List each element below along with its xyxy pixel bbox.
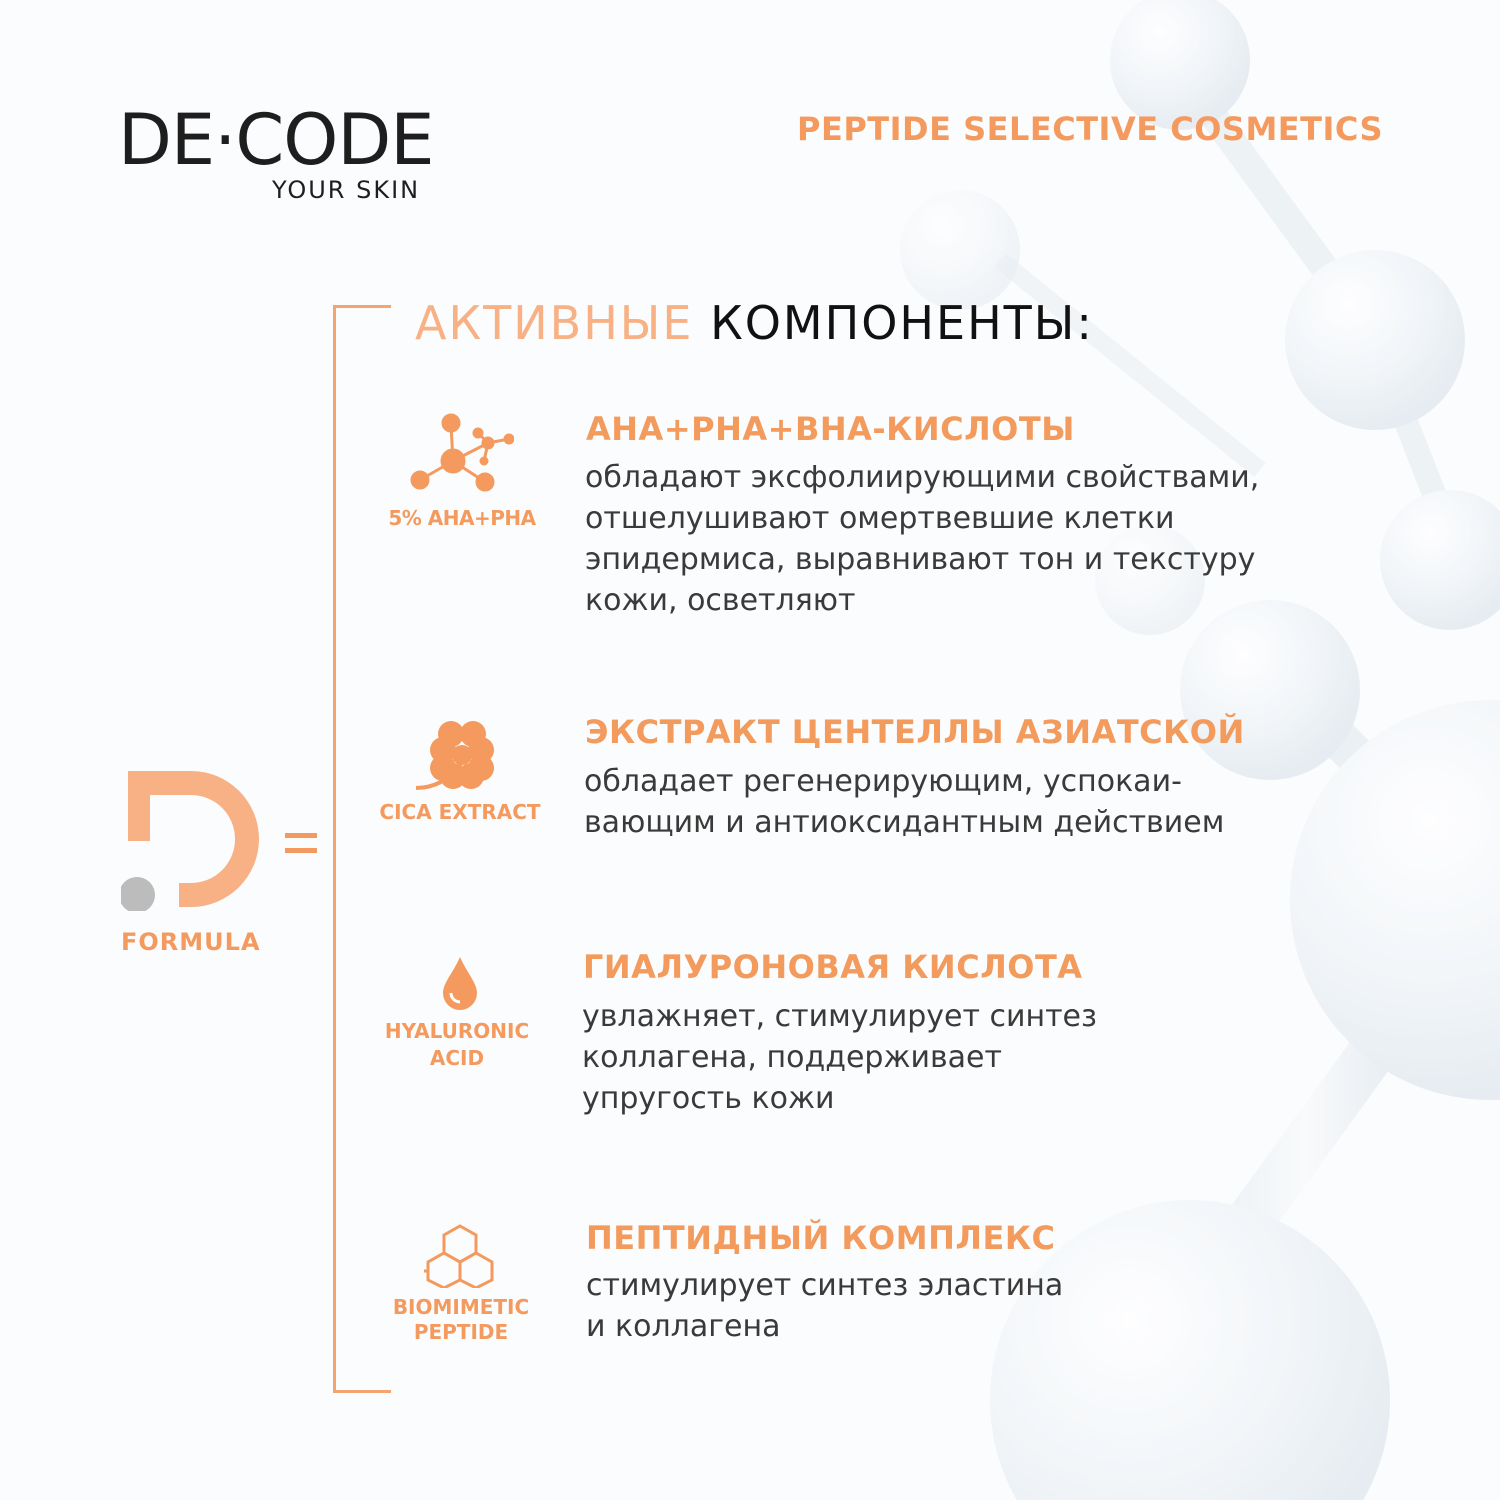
brand-tagline: PEPTIDE SELECTIVE COSMETICS bbox=[797, 110, 1383, 148]
clover-icon bbox=[413, 718, 509, 794]
ingredient-text-hyaluronic: увлажняет, стимулирует синтез коллагена, поддерживает упругость кожи bbox=[582, 999, 1097, 1116]
biomimetic-peptide-label: BIOMIMETIC PEPTIDE bbox=[392, 1295, 530, 1344]
ingredient-title-peptide: ПЕПТИДНЫЙ КОМПЛЕКС bbox=[586, 1219, 1056, 1257]
cica-extract-label: CICA EXTRACT bbox=[379, 800, 541, 824]
logo-text: DE·CODE bbox=[118, 99, 434, 181]
ingredient-title-acids: АНА+РНА+ВНА-КИСЛОТЫ bbox=[586, 410, 1075, 448]
ingredient-title-centella: ЭКСТРАКТ ЦЕНТЕЛЛЫ АЗИАТСКОЙ bbox=[585, 713, 1245, 751]
page-title bbox=[415, 296, 1094, 350]
title-accent: АКТИВНЫЕ bbox=[415, 296, 694, 350]
formula-label: FORMULA bbox=[121, 928, 261, 956]
formula-d-icon bbox=[121, 771, 266, 911]
drop-icon bbox=[441, 955, 479, 1011]
ingredient-title-hyaluronic: ГИАЛУРОНОВАЯ КИСЛОТА bbox=[583, 948, 1083, 986]
ingredient-text-peptide: стимулирует синтез эластина и коллагена bbox=[586, 1268, 1064, 1344]
hyaluronic-acid-label: HYALURONIC ACID bbox=[384, 1019, 530, 1070]
ingredient-text-acids: обладают эксфолиирующими свойствами, отшелушивают омертвевшие клетки эпидермиса, выравнивают тон и текстуру кожи, осветляют bbox=[585, 460, 1260, 618]
title-main: КОМПОНЕНТЫ: bbox=[710, 296, 1094, 350]
hexagon-icon bbox=[420, 1222, 500, 1288]
brand-logo bbox=[118, 100, 434, 180]
logo-subtitle: YOUR SKIN bbox=[272, 176, 421, 204]
ingredients-bracket bbox=[333, 305, 391, 1393]
aha-pha-label: 5% AHA+PHA bbox=[388, 506, 536, 530]
equals-sign bbox=[285, 833, 317, 859]
molecule-icon bbox=[408, 413, 514, 493]
ingredient-text-centella: обладает регенерирующим, успокаи- вающим и антиоксидантным действием bbox=[584, 764, 1225, 840]
